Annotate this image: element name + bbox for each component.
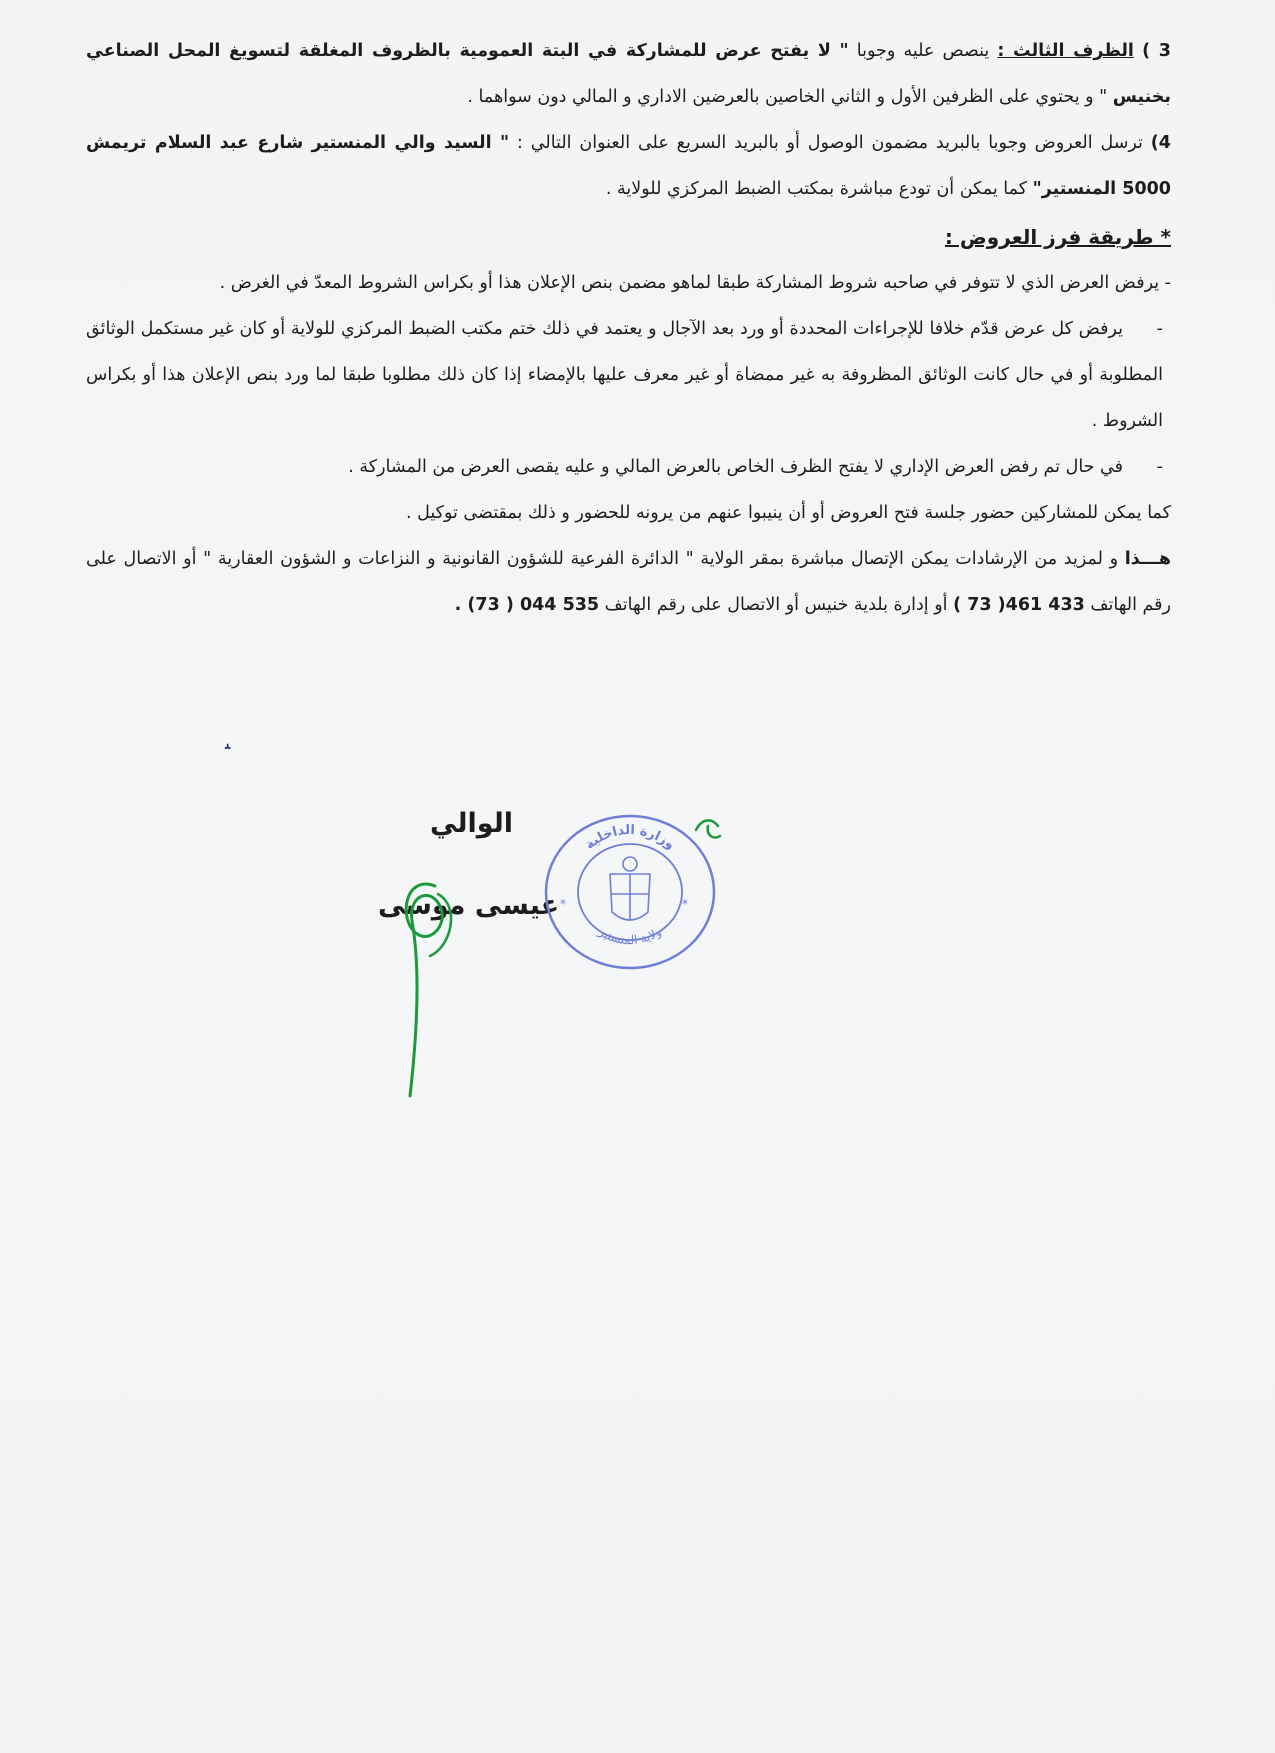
paragraph-3-label: الظرف الثالث :	[997, 41, 1134, 61]
paragraph-3-text-1: ينصص عليه وجوبا	[856, 41, 990, 61]
contact-phone-2: 535 044 ( 73) .	[454, 595, 600, 615]
dash-marker: -	[1156, 319, 1163, 339]
dash-marker: -	[1156, 457, 1163, 477]
paragraph-3-text-2: " و يحتوي على الظرفين الأول و الثاني الخاصين بالعرضين الاداري و المالي دون سواهما .	[467, 87, 1108, 107]
contact-phone-1: 433 461( 73 )	[953, 595, 1085, 615]
contact-mid: أو إدارة بلدية خنيس أو الاتصال على رقم الهاتف	[604, 595, 948, 615]
contact-paragraph	[86, 536, 1171, 628]
contact-lead: هـــذا	[1124, 549, 1171, 569]
sorting-line-2: كما يمكن للمشاركين حضور جلسة فتح العروض أو أن ينيبوا عنهم من يرونه للحضور و ذلك بمقتضى توكيل .	[405, 503, 1171, 523]
paragraph-4-number: 4)	[1150, 133, 1171, 153]
svg-text:وزارة الداخلية	[582, 823, 677, 853]
sorting-heading: * طريقة فرز العروض :	[944, 225, 1171, 249]
handwritten-signature	[390, 866, 480, 1106]
paragraph-3-bold-phrase: " لا يفتح عرض للمشاركة في البتة العمومية بالظروف المغلقة لتسويغ المحل الصناعي بخنيس	[86, 41, 1171, 107]
signatory-title: الوالي	[430, 808, 514, 839]
stamp-bottom-text: ولاية المنستير	[596, 924, 664, 948]
paragraph-4-address: " السيد والي المنستير شارع عبد السلام تريمش 5000 المنستير"	[86, 133, 1171, 199]
star-icon: *	[682, 897, 688, 911]
sorting-item-1: -يرفض كل عرض قدّم خلافا للإجراءات المحددة أو ورد بعد الآجال و يعتمد في ذلك ختم مكتب الضبط المركزي للولاية أو كان غير مستكمل الوثائق المطلوبة أو في حال كانت الوثائق المظروفة به غير ممضاة أو غير معرف عليها بالإمضاء إذا كان ذلك مطلوبا طبقا لما ورد بنص الإعلان هذا أو بكراس الشروط .	[86, 306, 1171, 444]
coat-of-arms-icon	[610, 857, 650, 920]
document-body	[86, 28, 1171, 628]
svg-text:ولاية المنستير	[595, 924, 664, 947]
sorting-line-1: - يرفض العرض الذي لا تتوفر في صاحبه شروط المشاركة طبقا لماهو مضمن بنص الإعلان هذا أو بكراس الشروط المعدّ في الغرض .	[219, 273, 1171, 293]
initial-mark: ﯩ	[225, 733, 231, 754]
paragraph-4-text-1: ترسل العروض وجوبا بالبريد مضمون الوصول أو بالبريد السريع على العنوان التالي :	[517, 133, 1143, 153]
pen-check-mark	[690, 812, 726, 848]
sorting-item-2: -في حال تم رفض العرض الإداري لا يفتح الظرف الخاص بالعرض المالي و عليه يقصى العرض من المشاركة .	[86, 444, 1171, 490]
paragraph-3	[86, 28, 1171, 120]
signatory-name: عيسى موسى	[378, 890, 560, 921]
star-icon: *	[560, 897, 566, 911]
paragraph-4-text-2: كما يمكن أن تودع مباشرة بمكتب الضبط المركزي للولاية .	[605, 179, 1028, 199]
contact-text: و لمزيد من الإرشادات يمكن الإتصال مباشرة بمقر الولاية " الدائرة الفرعية للشؤون القانونية و النزاعات و الشؤون العقارية " أو الاتصال على رقم الهاتف	[86, 549, 1171, 615]
paragraph-3-number: 3 )	[1142, 41, 1171, 61]
paragraph-4	[86, 120, 1171, 212]
stamp-top-text: وزارة الداخلية	[582, 822, 678, 853]
